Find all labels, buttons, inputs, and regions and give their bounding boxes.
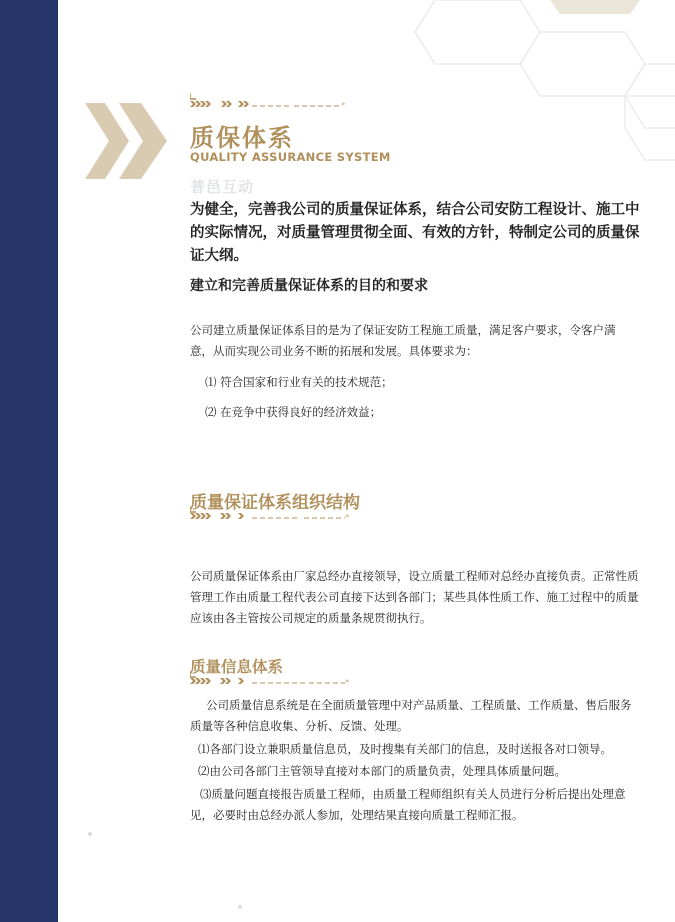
section-subtitle-english: QUALITY ASSURANCE SYSTEM [190, 150, 391, 164]
section-title-info-system: 质量信息体系 [190, 658, 284, 676]
list-item: ⑶质量问题直接报告质量工程师，由质量工程师组织有关人员进行分析后提出处理意见，必要时由总经办派人参加，处理结果直接向质量工程师汇报。 [190, 787, 626, 822]
org-structure-paragraph: 公司质量保证体系由厂家总经办直接领导，设立质量工程师对总经办直接负责。正常性质管理工作由质量工程代表公司直接下达到各部门；某些具体性质工作、施工过程中的质量应该由各主管按公司规定的质量条规贯彻执行。 [190, 569, 639, 625]
intro-paragraph: 为健全，完善我公司的质量保证体系，结合公司安防工程设计、施工中的实际情况，对质量管理贯彻全面、有效的方针，特制定公司的质量保证大纲。 [190, 202, 640, 264]
section-title-org-structure: 质量保证体系组织结构 [190, 493, 360, 513]
purpose-paragraph: 公司建立质量保证体系目的是为了保证安防工程施工质量，满足客户要求，令客户满意，从而实现公司业务不断的拓展和发展。具体要求为： [190, 323, 616, 358]
section-title-quality-system: 质保体系 [190, 124, 294, 152]
list-item: ⑵由公司各部门主管领导直接对本部门的质量负责，处理具体质量问题。 [198, 764, 566, 778]
watermark-text: 普邑互动 [190, 178, 255, 196]
svg-text:»: » [345, 677, 350, 685]
chevron-decoration-icon [85, 103, 167, 179]
info-system-paragraph: 公司质量信息系统是在全面质量管理中对产品质量、工程质量、工作质量、售后服务质量等各种信息收集、分析、反馈、处理。 [190, 698, 632, 733]
subheading-purpose: 建立和完善质量保证体系的目的和要求 [190, 278, 428, 294]
decorative-dot [88, 832, 92, 836]
decorative-dot [238, 905, 242, 909]
list-item: ⑵ 在竞争中获得良好的经济效益； [205, 405, 382, 419]
list-item: ⑴各部门设立兼职质量信息员，及时搜集有关部门的信息，及时送报各对口领导。 [198, 742, 612, 756]
header-arrows-decoration [190, 669, 360, 685]
svg-text:»: » [345, 512, 350, 520]
svg-text:»: » [341, 100, 346, 108]
list-item: ⑴ 符合国家和行业有关的技术规范； [205, 375, 393, 389]
sidebar-band [0, 0, 58, 922]
header-arrows-decoration [190, 504, 360, 520]
hexagon-pattern-decoration [390, 0, 675, 200]
header-arrows-decoration [190, 93, 350, 109]
